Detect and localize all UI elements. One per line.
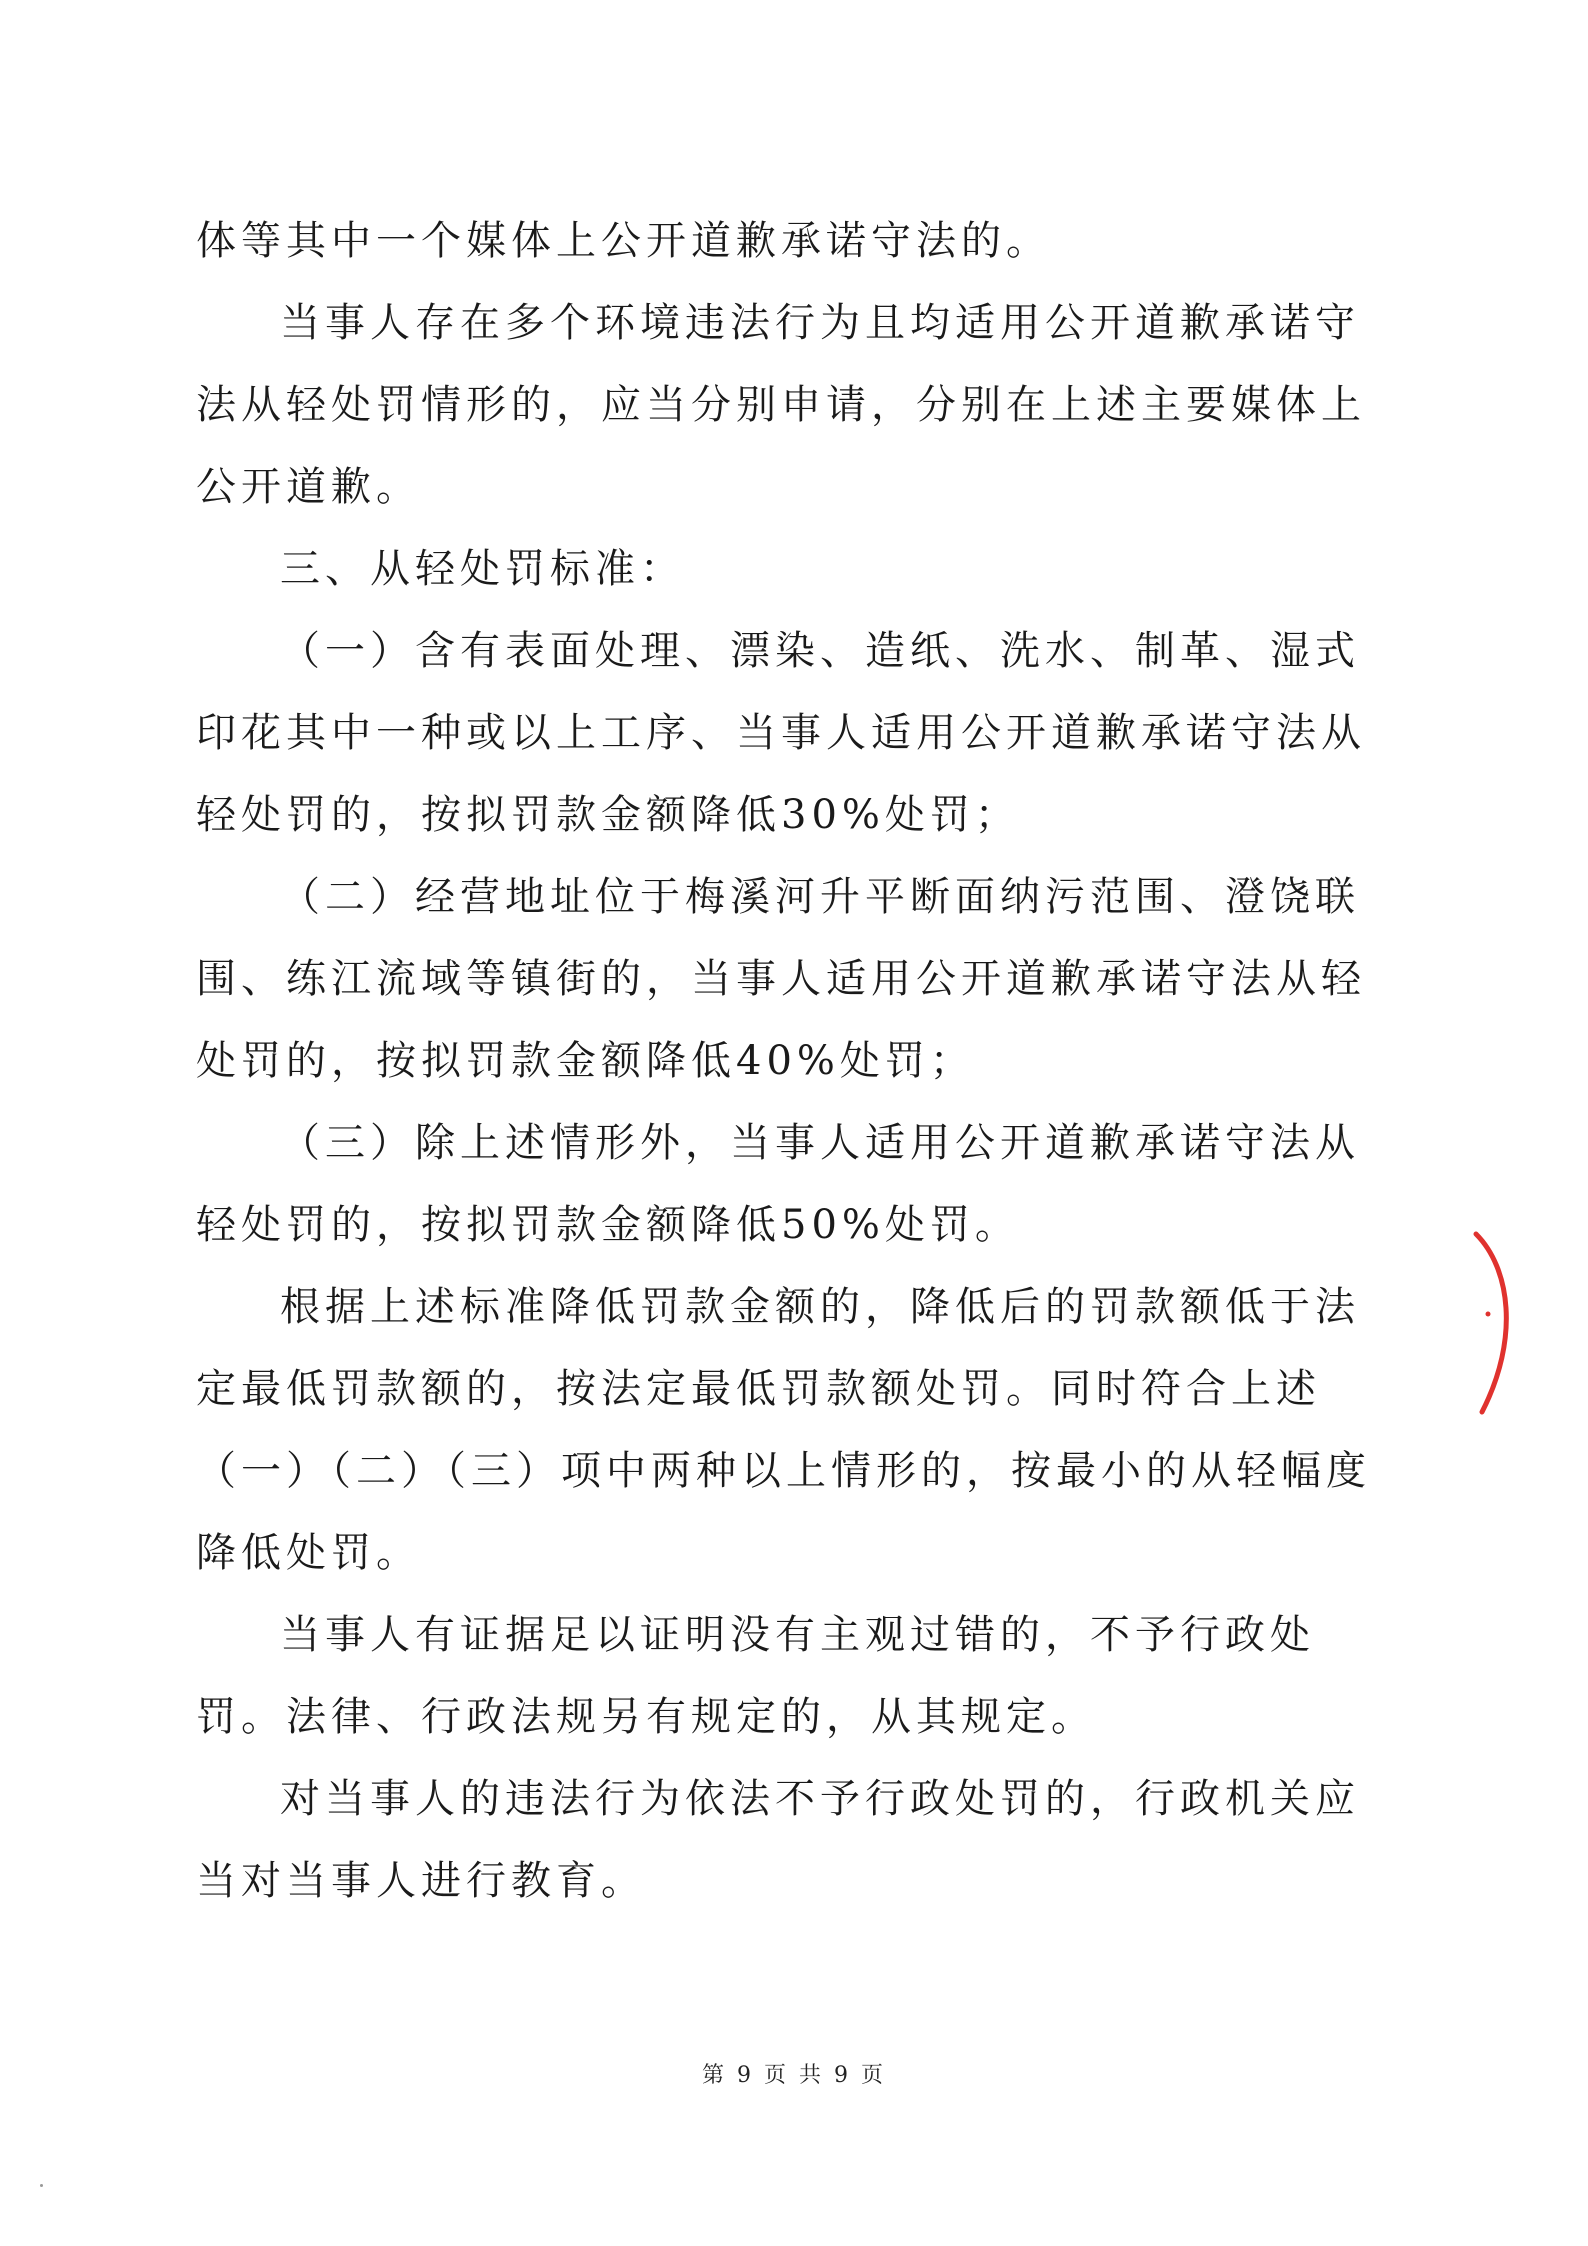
paragraph-minimum-fine: 根据上述标准降低罚款金额的，降低后的罚款额低于法定最低罚款额的，按法定最低罚款额处罚。同时符合上述（一）（二）（三）项中两种以上情形的，按最小的从轻幅度降低处罚。 xyxy=(196,1284,1371,1576)
paragraph-item-1: （一）含有表面处理、漂染、造纸、洗水、制革、湿式印花其中一种或以上工序、当事人适用公开道歉承诺守法从轻处罚的，按拟罚款金额降低30%处罚； xyxy=(196,628,1366,838)
paragraph-item-2: （二）经营地址位于梅溪河升平断面纳污范围、澄饶联围、练江流域等镇街的，当事人适用公开道歉承诺守法从轻处罚的，按拟罚款金额降低40%处罚； xyxy=(196,874,1366,1084)
paragraph-education: 对当事人的违法行为依法不予行政处罚的，行政机关应当对当事人进行教育。 xyxy=(196,1776,1360,1904)
section-heading-lenient-standards: 三、从轻处罚标准： xyxy=(280,546,685,592)
paragraph-separate-application: 当事人存在多个环境违法行为且均适用公开道歉承诺守法从轻处罚情形的，应当分别申请，分别在上述主要媒体上公开道歉。 xyxy=(196,300,1366,510)
paragraph-continuation: 体等其中一个媒体上公开道歉承诺守法的。 xyxy=(196,218,1051,264)
document-body xyxy=(196,200,1396,1922)
page-number: 第 9 页 共 9 页 xyxy=(702,2063,886,2088)
seal-edge-mark xyxy=(1468,1228,1528,1418)
paragraph-no-fault: 当事人有证据足以证明没有主观过错的，不予行政处罚。法律、行政法规另有规定的，从其规定。 xyxy=(196,1612,1315,1740)
scan-speck xyxy=(40,2184,43,2187)
paragraph-item-3: （三）除上述情形外，当事人适用公开道歉承诺守法从轻处罚的，按拟罚款金额降低50%处罚。 xyxy=(196,1120,1360,1248)
